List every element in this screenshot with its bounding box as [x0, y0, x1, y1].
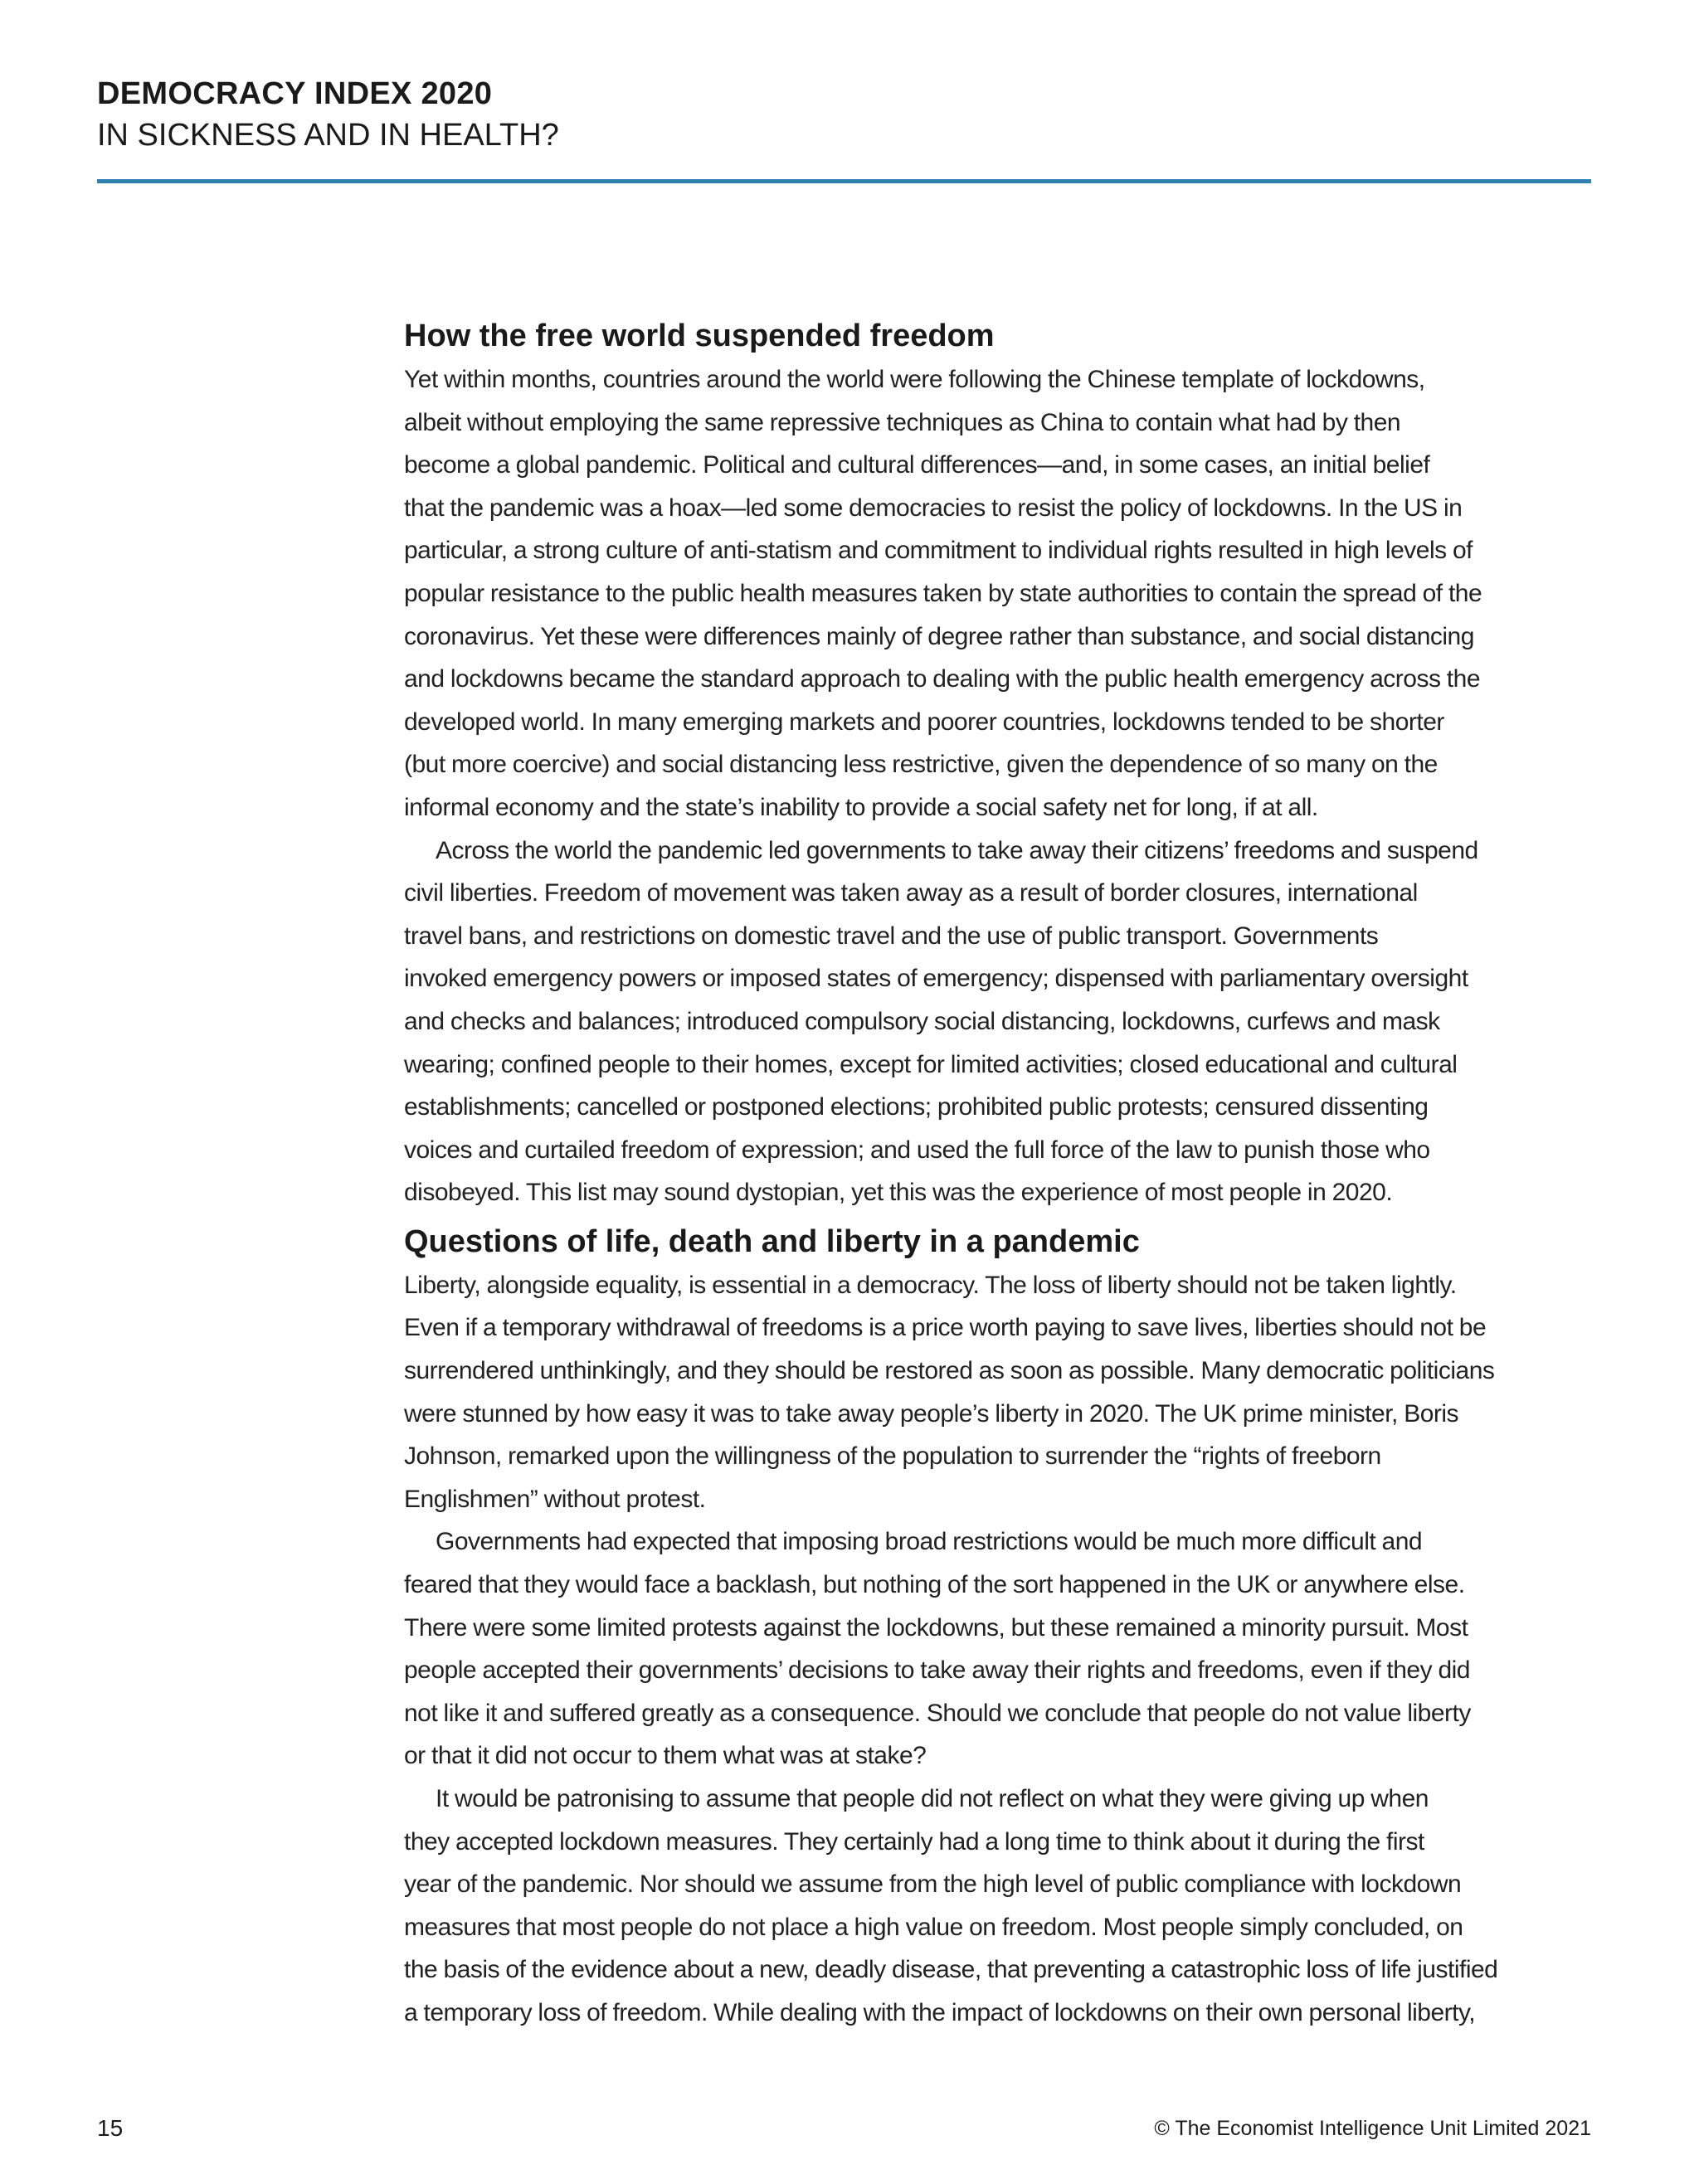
- page-number: 15: [97, 2115, 124, 2141]
- paragraph: [404, 1264, 1599, 1521]
- text-line: establishments; cancelled or postponed elections; prohibited public protests; censured dissenting: [404, 1093, 1429, 1121]
- text-line: albeit without employing the same repressive techniques as China to contain what had by then: [404, 408, 1401, 436]
- text-line: that the pandemic was a hoax—led some democracies to resist the policy of lockdowns. In the US in: [404, 494, 1463, 522]
- text-line: Across the world the pandemic led governments to take away their citizens’ freedoms and suspend: [436, 836, 1478, 864]
- report-title: DEMOCRACY INDEX 2020: [97, 76, 493, 111]
- text-line: and checks and balances; introduced compulsory social distancing, lockdowns, curfews and mask: [404, 1007, 1440, 1035]
- text-line: travel bans, and restrictions on domestic travel and the use of public transport. Governments: [404, 922, 1379, 950]
- text-line: measures that most people do not place a high value on freedom. Most people simply concluded, on: [404, 1913, 1463, 1941]
- text-line: Even if a temporary withdrawal of freedoms is a price worth paying to save lives, liberties should not be: [404, 1314, 1487, 1342]
- text-line: popular resistance to the public health measures taken by state authorities to contain the spread of the: [404, 579, 1482, 607]
- text-line: coronavirus. Yet these were differences mainly of degree rather than substance, and social distancing: [404, 622, 1474, 650]
- paragraph: [404, 1520, 1599, 1778]
- text-line: a temporary loss of freedom. While dealing with the impact of lockdowns on their own personal liberty,: [404, 1998, 1476, 2026]
- text-line: not like it and suffered greatly as a consequence. Should we conclude that people do not value liberty: [404, 1699, 1471, 1727]
- report-subtitle: IN SICKNESS AND IN HEALTH?: [97, 118, 559, 153]
- text-line: particular, a strong culture of anti-statism and commitment to individual rights resulted in high levels of: [404, 537, 1473, 565]
- text-line: developed world. In many emerging markets and poorer countries, lockdowns tended to be shorter: [404, 708, 1444, 736]
- text-line: There were some limited protests against the lockdowns, but these remained a minority pursuit. Most: [404, 1613, 1468, 1642]
- text-line: Yet within months, countries around the world were following the Chinese template of lockdowns,: [404, 366, 1425, 393]
- text-line: were stunned by how easy it was to take away people’s liberty in 2020. The UK prime minister, Boris: [404, 1399, 1459, 1428]
- text-line: (but more coercive) and social distancing less restrictive, given the dependence of so many on the: [404, 751, 1438, 779]
- text-line: wearing; confined people to their homes, except for limited activities; closed educational and cultural: [404, 1050, 1458, 1078]
- text-line: feared that they would face a backlash, but nothing of the sort happened in the UK or anywhere else.: [404, 1571, 1465, 1599]
- page-header: [97, 73, 1590, 156]
- text-line: invoked emergency powers or imposed states of emergency; dispensed with parliamentary oversight: [404, 965, 1468, 993]
- section-heading: How the free world suspended freedom: [404, 319, 995, 353]
- paragraph: [404, 829, 1599, 1214]
- text-line: the basis of the evidence about a new, deadly disease, that preventing a catastrophic loss of life justified: [404, 1956, 1498, 1984]
- section-heading: Questions of life, death and liberty in a pandemic: [404, 1223, 1140, 1259]
- text-line: or that it did not occur to them what was at stake?: [404, 1742, 927, 1770]
- text-line: voices and curtailed freedom of expression; and used the full force of the law to punish those who: [404, 1136, 1430, 1164]
- text-line: and lockdowns became the standard approach to dealing with the public health emergency across the: [404, 665, 1481, 693]
- text-line: they accepted lockdown measures. They certainly had a long time to think about it during the first: [404, 1827, 1424, 1856]
- text-line: It would be patronising to assume that people did not reflect on what they were giving up when: [436, 1785, 1429, 1812]
- paragraph: [404, 1778, 1599, 2035]
- copyright-notice: © The Economist Intelligence Unit Limited 2021: [1154, 2117, 1591, 2140]
- text-line: year of the pandemic. Nor should we assume from the high level of public compliance with lockdown: [404, 1870, 1462, 1899]
- text-line: Englishmen” without protest.: [404, 1485, 706, 1513]
- text-line: civil liberties. Freedom of movement was taken away as a result of border closures, international: [404, 879, 1418, 907]
- text-line: people accepted their governments’ decisions to take away their rights and freedoms, even if they did: [404, 1656, 1470, 1685]
- text-line: informal economy and the state’s inability to provide a social safety net for long, if at all.: [404, 793, 1318, 821]
- text-line: disobeyed. This list may sound dystopian, yet this was the experience of most people in 2020.: [404, 1179, 1393, 1207]
- text-line: surrendered unthinkingly, and they should be restored as soon as possible. Many democratic politicians: [404, 1357, 1495, 1385]
- text-line: become a global pandemic. Political and cultural differences—and, in some cases, an initial belief: [404, 451, 1430, 479]
- paragraph: [404, 358, 1599, 829]
- text-line: Liberty, alongside equality, is essential in a democracy. The loss of liberty should not be taken lightly.: [404, 1271, 1457, 1299]
- text-line: Governments had expected that imposing broad restrictions would be much more difficult and: [436, 1528, 1423, 1556]
- text-line: Johnson, remarked upon the willingness of the population to surrender the “rights of freeborn: [404, 1442, 1381, 1471]
- article-body: [404, 314, 1599, 2035]
- header-divider: [97, 179, 1591, 183]
